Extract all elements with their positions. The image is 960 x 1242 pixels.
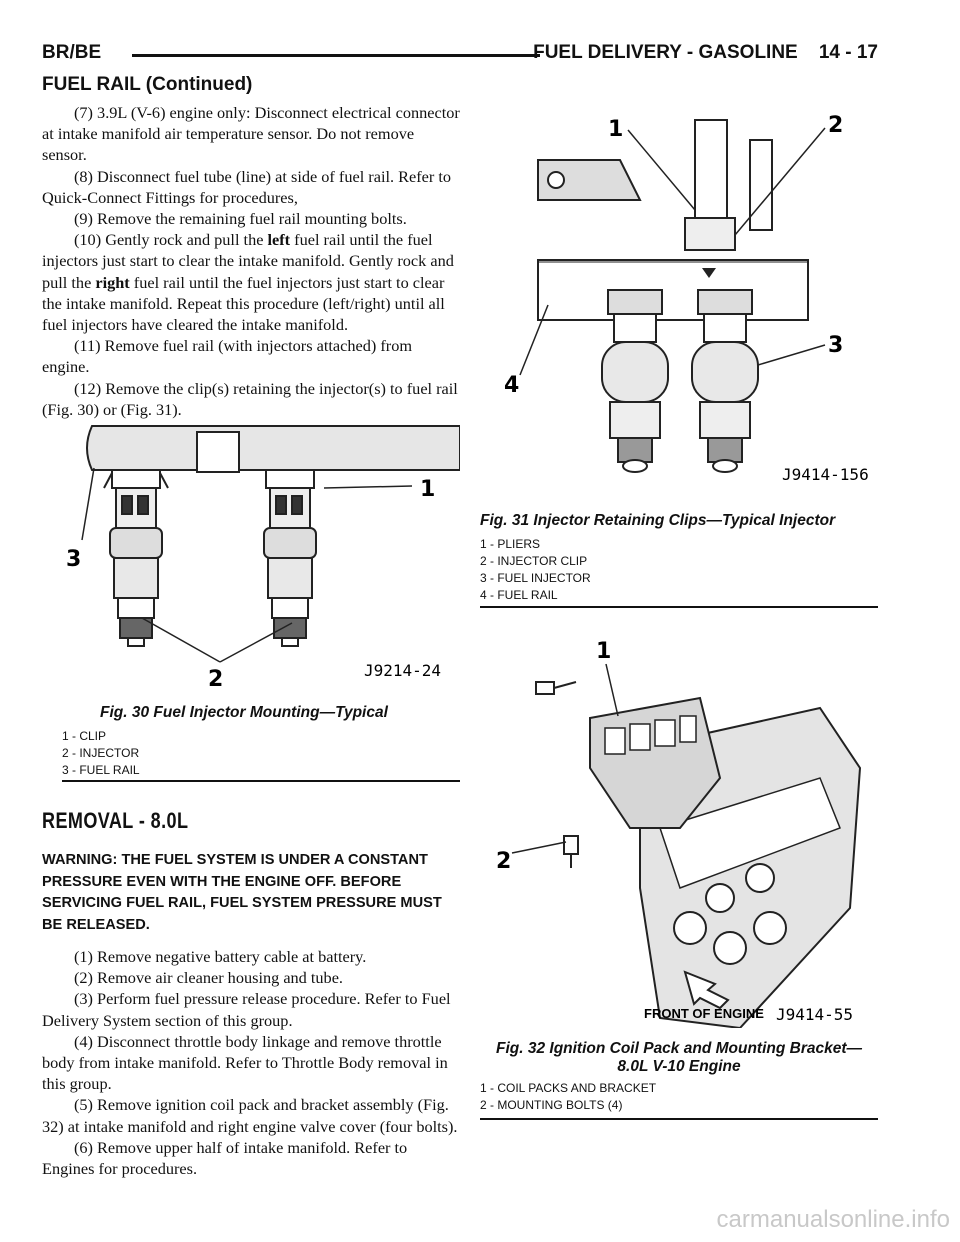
fig32-rule (480, 1118, 878, 1120)
removal-step-2: (2) Remove air cleaner housing and tube. (74, 968, 343, 988)
removal-step-6: (6) Remove upper half of intake manifold. Refer to Engines for procedures. (42, 1137, 408, 1179)
step-10-mid: fuel rail until the fuel injectors just start to clear the intake manifold. Gently rock and pull the (42, 230, 454, 292)
header-rule (132, 54, 540, 57)
step-9: (9) Remove the remaining fuel rail mounting bolts. (74, 209, 407, 229)
fig32-legend (480, 1080, 656, 1114)
fig32-callout-2: 2 (496, 849, 512, 874)
fig31-callout-1: 1 (608, 117, 624, 142)
left-column-text (42, 102, 460, 420)
fig32-legend-2: 2 - MOUNTING BOLTS (4) (480, 1098, 623, 1112)
step-8: (8) Disconnect fuel tube (line) at side of fuel rail. Refer to Quick-Connect Fittings for procedures, (42, 166, 452, 207)
fig30-legend-3: 3 - FUEL RAIL (62, 763, 140, 777)
fig31-rule (480, 606, 878, 608)
fig32-legend-1: 1 - COIL PACKS AND BRACKET (480, 1081, 657, 1095)
fig32-caption (480, 1040, 878, 1076)
fig32-drawing (490, 628, 878, 1028)
fig32-callout-1: 1 (596, 639, 612, 664)
header-section-page: FUEL DELIVERY - GASOLINE 14 - 17 (533, 42, 878, 63)
removal-warning: WARNING: THE FUEL SYSTEM IS UNDER A CONSTANT PRESSURE EVEN WITH THE ENGINE OFF. BEFORE SERVICING FUEL RAIL, FUEL SYSTEM PRESSURE MUST BE RELEASED. (42, 852, 442, 933)
fig30-illustration (42, 418, 460, 698)
removal-heading: REMOVAL - 8.0L (42, 808, 189, 833)
fig31-legend-3: 3 - FUEL INJECTOR (480, 571, 591, 585)
removal-step-5: (5) Remove ignition coil pack and bracket assembly (Fig. 32) at intake manifold and right engine valve cover (four bolts). (42, 1095, 458, 1136)
fig31-drawing (490, 100, 878, 500)
fig30-caption: Fig. 30 Fuel Injector Mounting—Typical (100, 704, 388, 721)
watermark: carmanualsonline.info (716, 1206, 950, 1233)
header-model: BR/BE (42, 42, 102, 63)
fig32-caption-line2: 8.0L V-10 Engine (617, 1058, 741, 1075)
step-12: (12) Remove the clip(s) retaining the injector(s) to fuel rail (Fig. 30) or (Fig. 31). (42, 378, 458, 419)
fig30-code: J9214-24 (364, 661, 442, 680)
fig32-front-label: FRONT OF ENGINE (644, 1006, 764, 1021)
removal-step-4: (4) Disconnect throttle body linkage and remove throttle body from intake manifold. Refer to Throttle Body removal in this group. (42, 1031, 448, 1094)
step-11: (11) Remove fuel rail (with injectors attached) from engine. (42, 336, 413, 377)
fig31-legend (480, 536, 591, 604)
fig31-callout-2: 2 (828, 113, 844, 138)
fig32-illustration (490, 628, 878, 1028)
step-10-pre: (10) Gently rock and pull the (74, 230, 268, 250)
fig31-illustration (490, 100, 878, 500)
fig30-legend-2: 2 - INJECTOR (62, 746, 140, 760)
fig30-callout-3: 3 (66, 547, 82, 572)
fig30-rule (62, 780, 460, 782)
fig30-legend-1: 1 - CLIP (62, 729, 107, 743)
fig30-callout-1: 1 (420, 477, 436, 502)
removal-steps (42, 946, 460, 1179)
step-7: (7) 3.9L (V-6) engine only: Disconnect electrical connector at intake manifold air temperature sensor. Do not remove sensor. (42, 103, 460, 165)
fig32-caption-line1: Fig. 32 Ignition Coil Pack and Mounting Bracket— (495, 1040, 862, 1057)
fig30-drawing (42, 418, 460, 698)
fig30-callout-2: 2 (208, 667, 224, 692)
fig32-code: J9414-55 (776, 1005, 854, 1024)
fig31-code: J9414-156 (782, 465, 869, 484)
step-10-left: left (267, 230, 291, 250)
fig31-legend-2: 2 - INJECTOR CLIP (480, 554, 588, 568)
fig31-legend-1: 1 - PLIERS (480, 537, 541, 551)
removal-step-3: (3) Perform fuel pressure release procedure. Refer to Fuel Delivery System section of this group. (42, 989, 451, 1030)
fig31-caption: Fig. 31 Injector Retaining Clips—Typical Injector (480, 512, 836, 529)
fig31-callout-3: 3 (828, 333, 844, 358)
continued-heading: FUEL RAIL (Continued) (42, 74, 253, 95)
fig31-legend-4: 4 - FUEL RAIL (480, 588, 558, 602)
step-10-right: right (95, 272, 130, 292)
step-10 (42, 229, 460, 335)
step-10-post: fuel rail until the fuel injectors just start to clear the intake manifold. Repeat this procedure (left/right) until all fuel injectors have cleared the intake manifold. (42, 272, 445, 335)
fig30-legend (62, 728, 140, 779)
fig31-callout-4: 4 (504, 373, 520, 398)
removal-step-1: (1) Remove negative battery cable at battery. (74, 947, 367, 966)
